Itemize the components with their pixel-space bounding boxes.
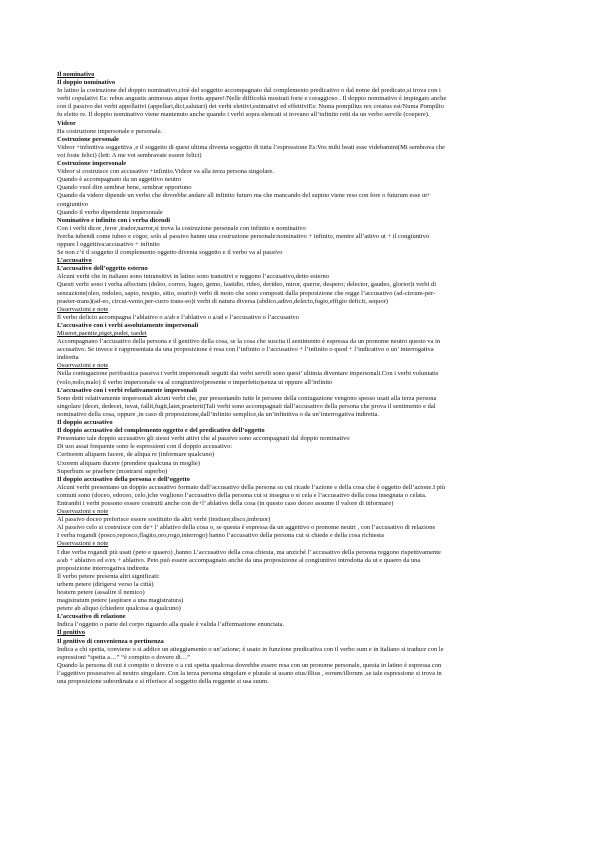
line-text: I due verba rogandi più usati (peto e quaero) ,hanno L’accusativo della cosa chiesta, ma anziché l’ accusativo della persona reggono rispettivamente bbox=[57, 548, 441, 556]
text-line bbox=[57, 508, 557, 516]
section-heading bbox=[57, 638, 557, 646]
line-text: accusativo. Se invece è rappresentata da una proposizione è resa con l’infinito o l’accusativo + l’infinito o quod + l’indicativo o un’ interrogativa bbox=[57, 346, 434, 354]
line-text: Indica l’oggetto o parte del corpo riguardo alla quale è valida l’affermazione enunciata. bbox=[57, 621, 285, 629]
line-text: Alcuni verbi che in italiano sono intransitivi in latino sono transitivi e reggono l’accusativo,detto esterno bbox=[57, 273, 330, 281]
line-text: Se non c’è il soggetto il complemento oggetto diventa soggetto e il verbo va al passivo bbox=[57, 249, 283, 257]
line-text: Entrambi i verbi possono essere costruiti anche con de+l’ ablativo della cosa (in questo caso doceo assume il valore di informare) bbox=[57, 499, 394, 507]
line-text: Videor bbox=[57, 119, 76, 127]
line-text: (volo,nolo,malo) il verbo impersonale va al congiuntivo(presente o imperfetto)senza ut oppure all’infinito bbox=[57, 378, 333, 386]
text-line bbox=[57, 233, 557, 241]
line-text: Al passivo celo si costruisce con de+ l’ ablativo della cosa o, se questa è espressa da un aggettivo o pronome neutri , con l’accusativo di relazione bbox=[57, 524, 436, 532]
line-text: Il doppio accusativo della persona e dell’oggetto bbox=[57, 475, 190, 483]
line-text: Di uso assai frequente sono le espressioni con il doppio accusativo: bbox=[57, 443, 233, 451]
line-text: Presentano tale doppio accusativo gli stessi verbi attivi che al passivo sono accompagnati dal doppio nominativo bbox=[57, 435, 350, 443]
text-line bbox=[57, 111, 557, 119]
line-text: singolare (decet, dedecet, iuvat, fallit,fugit,latet,praeterit)Tali verbi sono accompagnati dall’accusativo della persona che prova il sentimento e dal bbox=[57, 402, 436, 410]
line-text: Iverba iubendi come iubeo e cogor, solo al passivo hanno una costruzione personale:nominativo + infinito, mentre all’attivo ut + il congiuntivo bbox=[57, 232, 430, 240]
text-line bbox=[57, 443, 557, 451]
line-text: verbi copulativi Es: rebus angustis animosus atque fortis appare!/Nelle difficoltà mostrati forte e coraggioso . Il doppio nominativo è impiegato anche bbox=[57, 95, 447, 103]
text-line bbox=[57, 192, 557, 200]
line-text: Il doppio accusativo bbox=[57, 419, 113, 427]
line-text: I verba rogandi (posco,reposco,flagito,oro,rogo,interrogo) hanno l’accusativo della persona cui si chiede e della cosa richiesta bbox=[57, 532, 384, 540]
line-text: Quando da videor dipende un verbo che dovrebbe andare all infinito futuro ma che mancando del supino viene reso con fore o futurum esse ut+ bbox=[57, 192, 431, 200]
text-line bbox=[57, 484, 557, 492]
line-text: Videor si costruisce con accusativo +infinito.Videor va alla terza persona singolare. bbox=[57, 168, 274, 176]
text-line bbox=[57, 435, 557, 443]
text-line bbox=[57, 451, 557, 459]
line-text: l’aggettivo possessivo al neutro singolare. Con la terza persona singolare e plurale si usano eius/illius , eorum/illorum ,se tale espressione si trova in bbox=[57, 669, 442, 677]
line-text: Quando vuol dire sembrar bene, sembrar opportuno bbox=[57, 184, 192, 192]
section-heading bbox=[57, 419, 557, 427]
text-line bbox=[57, 532, 557, 540]
text-line bbox=[57, 589, 557, 597]
text-line bbox=[57, 338, 557, 346]
text-line bbox=[57, 128, 557, 136]
text-line bbox=[57, 201, 557, 209]
text-line bbox=[57, 249, 557, 257]
text-line bbox=[57, 330, 557, 338]
text-line bbox=[57, 95, 557, 103]
text-line bbox=[57, 573, 557, 581]
text-line bbox=[57, 362, 557, 370]
line-text: Nominativo e infinito con i verba dicendi bbox=[57, 216, 171, 224]
line-text: Certiorem aliquem facere, de aliqua re (informare qualcuno) bbox=[57, 451, 215, 459]
text-line bbox=[57, 168, 557, 176]
line-text: Osservazioni e note bbox=[57, 540, 109, 548]
line-text: praeter-trans)(ad-eo, circui-venio,per-curro trans-eo)i verbi di natura diversa (abdico,adivo,delecto,fugio,effigio deficit, sequor) bbox=[57, 297, 388, 305]
line-text: L’accusativo con i verbi assolutamente impersonali bbox=[57, 321, 199, 329]
section-heading bbox=[57, 629, 557, 637]
line-text: urbem petere (dirigersi verso la città) bbox=[57, 580, 154, 588]
line-text: Il nominativo bbox=[57, 71, 95, 78]
document-body bbox=[57, 71, 557, 686]
line-text: proposizione interrogativa indiretta bbox=[57, 564, 149, 572]
line-text: a/ab + ablativo ed e/ex + ablativo. Peto può essere accompagnato anche da una proposizione al congiuntivo introdotta da ut e quaero da una bbox=[57, 556, 421, 564]
text-line bbox=[57, 621, 557, 629]
text-line bbox=[57, 565, 557, 573]
text-line bbox=[57, 346, 557, 354]
text-line bbox=[57, 581, 557, 589]
line-text: Videor +infinitiva soggettiva ,e il soggetto di quest ultima diventa soggetto di tutta l’espressione Es:Vos mihi beati esse videbamini(Mi sembrava che bbox=[57, 143, 445, 151]
text-line bbox=[57, 225, 557, 233]
section-heading bbox=[57, 79, 557, 87]
line-text: Il genitivo bbox=[57, 629, 85, 637]
line-text: Ha costruzione impersonale e personale. bbox=[57, 127, 163, 135]
text-line bbox=[57, 670, 557, 678]
line-text: Superbum se praebere (mostrarsi superbo) bbox=[57, 467, 168, 475]
line-text: nominativo della cosa, oppure ,in caso di proposizione,dall’infinito semplice,da un’infinitiva o da un’interrogativa indiretta. bbox=[57, 410, 380, 418]
line-text: In latino la costruzione del doppio nominativo,cioè del soggetto accompagnato dal complemento predicativo o dal nome del predicato,si trova con i bbox=[57, 87, 441, 95]
text-line bbox=[57, 492, 557, 500]
section-heading bbox=[57, 613, 557, 621]
text-line bbox=[57, 411, 557, 419]
line-text: Costruzione impersonale bbox=[57, 160, 127, 168]
line-text: Miseret,paenite,piget,pudet, taedet bbox=[57, 330, 147, 337]
section-heading bbox=[57, 322, 557, 330]
text-line bbox=[57, 370, 557, 378]
text-line bbox=[57, 549, 557, 557]
line-text: L’accusativo bbox=[57, 257, 92, 265]
text-line bbox=[57, 403, 557, 411]
line-text: espressioni “spetta a…” “è compito o dovere di…” bbox=[57, 653, 191, 661]
section-heading bbox=[57, 387, 557, 395]
text-line bbox=[57, 87, 557, 95]
line-text: hostem petere (assalire il nemico) bbox=[57, 589, 145, 596]
line-text: Accompagnano l’accusativo della persona e il genitivo della cosa, se la cosa che suscita il sentimento è espressa da un pronome neutro questo va in bbox=[57, 338, 441, 346]
text-line bbox=[57, 209, 557, 217]
text-line bbox=[57, 290, 557, 298]
line-text: fu eletto re. Il doppio nominativo viene mantenuto anche quando i verbi sopra elencati si trovano all’infinito retti da un verbo servile (coepere). bbox=[57, 111, 430, 119]
section-heading bbox=[57, 120, 557, 128]
text-line bbox=[57, 298, 557, 306]
text-line bbox=[57, 516, 557, 524]
text-line bbox=[57, 103, 557, 111]
line-text: comuni sono (doceo, edoceo, celo,)che vogliono l’accusativo della persona cui si insegna o si cela e l’accusativo della cosa insegnata o celata. bbox=[57, 491, 427, 499]
line-text: Il genitivo di convenienza o pertinenza bbox=[57, 637, 164, 645]
line-text: Quando il verbo dipendente impersonale bbox=[57, 208, 163, 216]
section-heading bbox=[57, 136, 557, 144]
line-text: senzazione(oleo, redoleo, sapio, resipio, sitio, esurio)i verbi di moto che sono composti dalla preposizione che regge l’accusativo (ad-circum-per- bbox=[57, 289, 436, 297]
text-line bbox=[57, 605, 557, 613]
section-heading bbox=[57, 160, 557, 168]
line-text: una proposizione subordinata e si riferisce al soggetto della reggente si usa suum. bbox=[57, 678, 269, 686]
line-text: Costruzione personale bbox=[57, 135, 119, 143]
section-heading bbox=[57, 217, 557, 225]
line-text: L’accusativo dell’oggetto esterno bbox=[57, 265, 148, 273]
section-heading bbox=[57, 265, 557, 273]
line-text: indiretta bbox=[57, 354, 79, 362]
line-text: magistratum petere (aspirare a una magistratura) bbox=[57, 597, 184, 605]
text-line bbox=[57, 152, 557, 160]
line-text: Alcuni verbi presentano un doppio accusativo formato dall’accusativo della persona su cui ricade l’azione e della cosa che è oggetto dell’azione.I più bbox=[57, 483, 446, 491]
text-line bbox=[57, 597, 557, 605]
line-text: Quando è accompagnato da un aggettivo neutro bbox=[57, 176, 182, 184]
text-line bbox=[57, 273, 557, 281]
text-line bbox=[57, 184, 557, 192]
line-text: oppure l oggettiva:accusativo + infinito bbox=[57, 240, 160, 248]
text-line bbox=[57, 306, 557, 314]
line-text: Il verbo petere presenta altri significati: bbox=[57, 572, 160, 580]
line-text: Con i verbi dicor ,feror ,trador,narror,si trova la costruzione personale con infinito e nominativo bbox=[57, 224, 306, 232]
line-text: Il verbo deficio accompagna l’ablativo o a/ab e l’ablativo o a/ad e l’accusativo o l’accusativo bbox=[57, 313, 299, 321]
line-text: Al passivo doceo preferisce essere sostituito da altri verbi (instiuor,disco,imbruor) bbox=[57, 516, 271, 524]
text-line bbox=[57, 524, 557, 532]
line-text: con il passivo dei verbi appellativi (appellari,dici,salutari) dei verbi elettivi,estimativi ed effettiviEs: Numa pompilius rex creatus est/Numa Pompilio bbox=[57, 103, 444, 111]
line-text: Indica a chi spetta, conviene o si addice un atteggiamento o un’azione; è usato in funzione predicativa con il verbo sum e in italiano si traduce con le bbox=[57, 645, 444, 653]
section-heading bbox=[57, 476, 557, 484]
section-heading bbox=[57, 71, 557, 79]
section-heading bbox=[57, 257, 557, 265]
text-line bbox=[57, 646, 557, 654]
line-text: Uxorem aliquam ducere (prendere qualcuna in moglie) bbox=[57, 459, 200, 467]
line-text: Il doppio accusativo del complemento oggetto e del predicativo dell’oggetto bbox=[57, 427, 265, 435]
line-text: Il doppio nominativo bbox=[57, 79, 116, 87]
line-text: Nella coniugazione perifrastica passiva i verbi impersonali seguiti dai verbi servili sono quest’ ultimia diventare impersonali.Con i verbi voluntatis bbox=[57, 370, 439, 378]
line-text: Osservazioni e note bbox=[57, 362, 109, 370]
line-text: Osservazioni e note bbox=[57, 508, 109, 516]
text-line bbox=[57, 678, 557, 686]
text-line bbox=[57, 314, 557, 322]
line-text: voi foste felici) (lett: A me voi sembravate essere felici) bbox=[57, 151, 202, 159]
line-text: Osservazioni e note bbox=[57, 305, 109, 313]
text-line bbox=[57, 144, 557, 152]
line-text: Sono detti relativamente impersonali alcuni verbi che, pur presentando tutte le persone della coniugazione vengono spesso usati alla terza persona bbox=[57, 394, 437, 402]
text-line bbox=[57, 557, 557, 565]
line-text: L’accusativo di relazione bbox=[57, 613, 126, 621]
text-line bbox=[57, 654, 557, 662]
section-heading bbox=[57, 427, 557, 435]
text-line bbox=[57, 468, 557, 476]
text-line bbox=[57, 460, 557, 468]
text-line bbox=[57, 354, 557, 362]
line-text: petere ab aliquo (chiedere qualcosa a qualcuno) bbox=[57, 605, 181, 613]
text-line bbox=[57, 241, 557, 249]
line-text: congiuntivo bbox=[57, 200, 89, 208]
text-line bbox=[57, 379, 557, 387]
text-line bbox=[57, 281, 557, 289]
line-text: L’accusativo con i verbi relativamente impersonali bbox=[57, 386, 197, 394]
text-line bbox=[57, 500, 557, 508]
text-line bbox=[57, 176, 557, 184]
text-line bbox=[57, 662, 557, 670]
text-line bbox=[57, 540, 557, 548]
line-text: Questi verbi sono i verba affectum (doleo, correo, lugeo, gemo, fastidio, rideo, derideo, miror, queror, despero; delector, gaudeo, glorior)i verbi di bbox=[57, 281, 437, 289]
text-line bbox=[57, 395, 557, 403]
line-text: Quando la persona di cui è compito o dovere o a cui spetta qualcosa dovrebbe essere resa con un pronome personale, questa in latino è espressa con bbox=[57, 661, 442, 669]
